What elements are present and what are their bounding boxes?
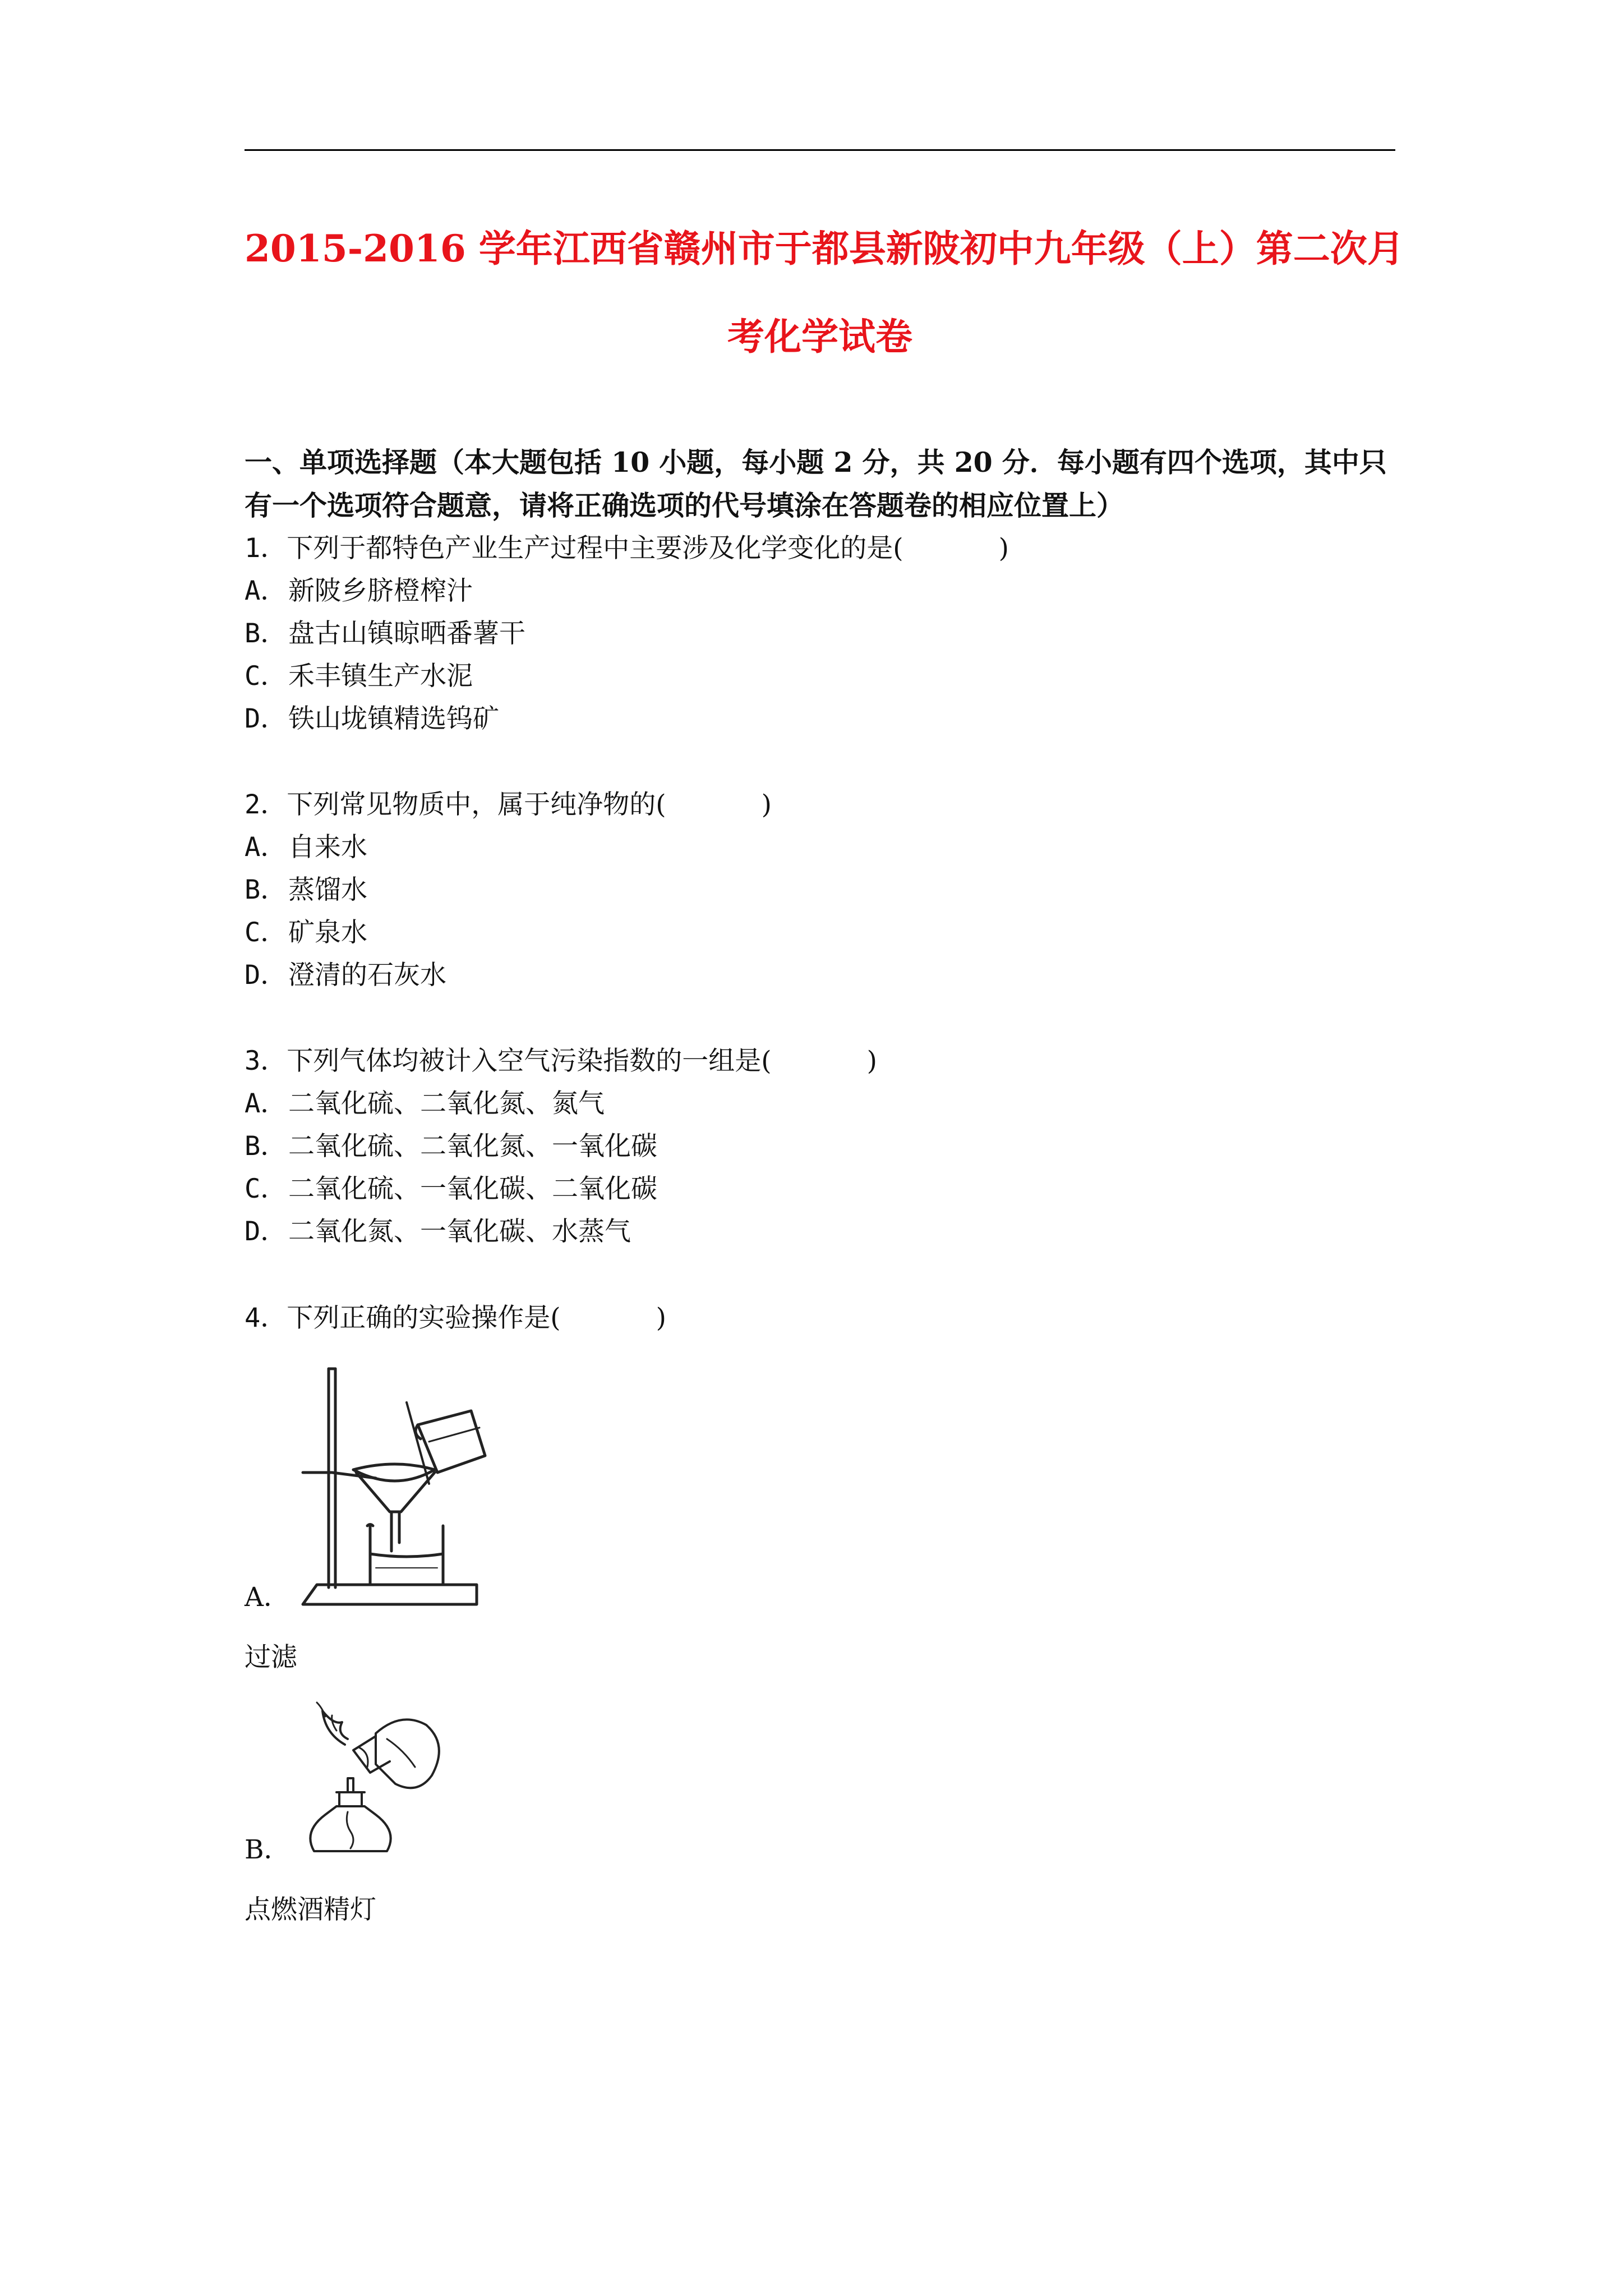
question-2 — [245, 788, 772, 822]
option-text: 二氧化硫、一氧化碳、二氧化碳 — [288, 1174, 657, 1204]
question-number: 2． — [245, 789, 287, 820]
question-close-paren: ) — [761, 789, 772, 820]
option-letter: B． — [245, 875, 287, 905]
option-4b-caption: 点燃酒精灯 — [245, 1894, 376, 1925]
option-letter: B． — [245, 1131, 287, 1162]
section-heading: 一、单项选择题（本大题包括 10 小题，每小题 2 分，共 20 分．每小题有四个选项，其中只有一个选项符合题意，请将正确选项的代号填涂在答题卷的相应位置上） — [245, 446, 1387, 522]
question-close-paren: ) — [866, 1046, 877, 1076]
question-3 — [245, 1045, 877, 1078]
option-letter: A． — [245, 576, 287, 606]
option-letter: B． — [245, 618, 287, 649]
option-text: 盘古山镇晾晒番薯干 — [288, 618, 525, 649]
question-stem: 下列常见物质中，属于纯净物的( — [287, 789, 666, 820]
option-letter: A． — [245, 832, 287, 863]
option-3a — [245, 1087, 605, 1121]
option-3d — [245, 1215, 631, 1249]
question-1 — [245, 532, 1009, 565]
option-text: 二氧化硫、二氧化氮、氮气 — [288, 1088, 605, 1119]
question-stem: 下列于都特色产业生产过程中主要涉及化学变化的是( — [287, 533, 903, 564]
option-4a-letter: A． — [245, 1582, 290, 1613]
option-3b — [245, 1130, 657, 1163]
option-letter: C． — [245, 1174, 287, 1204]
question-number: 1． — [245, 533, 287, 564]
option-letter: A． — [245, 1088, 287, 1119]
question-stem: 下列气体均被计入空气污染指数的一组是( — [287, 1046, 772, 1076]
question-close-paren: ) — [656, 1303, 666, 1333]
option-2a — [245, 831, 367, 864]
option-text: 新陂乡脐橙榨汁 — [288, 576, 473, 606]
option-text: 澄清的石灰水 — [288, 960, 446, 991]
option-text: 矿泉水 — [288, 917, 367, 948]
option-4b-letter: B． — [245, 1834, 291, 1865]
page-title-line2: 考化学试卷 — [727, 315, 912, 358]
option-2c — [245, 916, 367, 950]
alcohol-lamp-lighting-icon — [292, 1700, 449, 1868]
option-4a-caption: 过滤 — [245, 1642, 297, 1673]
option-text: 铁山垅镇精选钨矿 — [288, 703, 499, 734]
option-1a — [245, 574, 473, 608]
option-text: 二氧化硫、二氧化氮、一氧化碳 — [288, 1131, 657, 1162]
option-text: 自来水 — [288, 832, 367, 863]
option-letter: D． — [245, 703, 287, 734]
question-4 — [245, 1301, 666, 1335]
option-text: 蒸馏水 — [288, 875, 367, 905]
header-rule — [245, 149, 1395, 151]
option-text: 二氧化氮、一氧化碳、水蒸气 — [288, 1216, 631, 1247]
option-1d — [245, 702, 499, 736]
question-stem: 下列正确的实验操作是( — [287, 1303, 561, 1333]
option-letter: D． — [245, 1216, 287, 1247]
option-2b — [245, 873, 367, 907]
option-1c — [245, 660, 473, 693]
filtration-apparatus-icon — [292, 1358, 494, 1621]
question-number: 4． — [245, 1303, 287, 1333]
option-3c — [245, 1172, 657, 1206]
option-1b — [245, 617, 525, 651]
option-letter: C． — [245, 661, 287, 692]
option-text: 禾丰镇生产水泥 — [288, 661, 473, 692]
option-2d — [245, 959, 446, 992]
option-letter: D． — [245, 960, 287, 991]
page-title-line1: 2015-2016 学年江西省赣州市于都县新陂初中九年级（上）第二次月 — [245, 227, 1404, 270]
option-letter: C． — [245, 917, 287, 948]
question-close-paren: ) — [998, 533, 1009, 564]
question-number: 3． — [245, 1046, 287, 1076]
